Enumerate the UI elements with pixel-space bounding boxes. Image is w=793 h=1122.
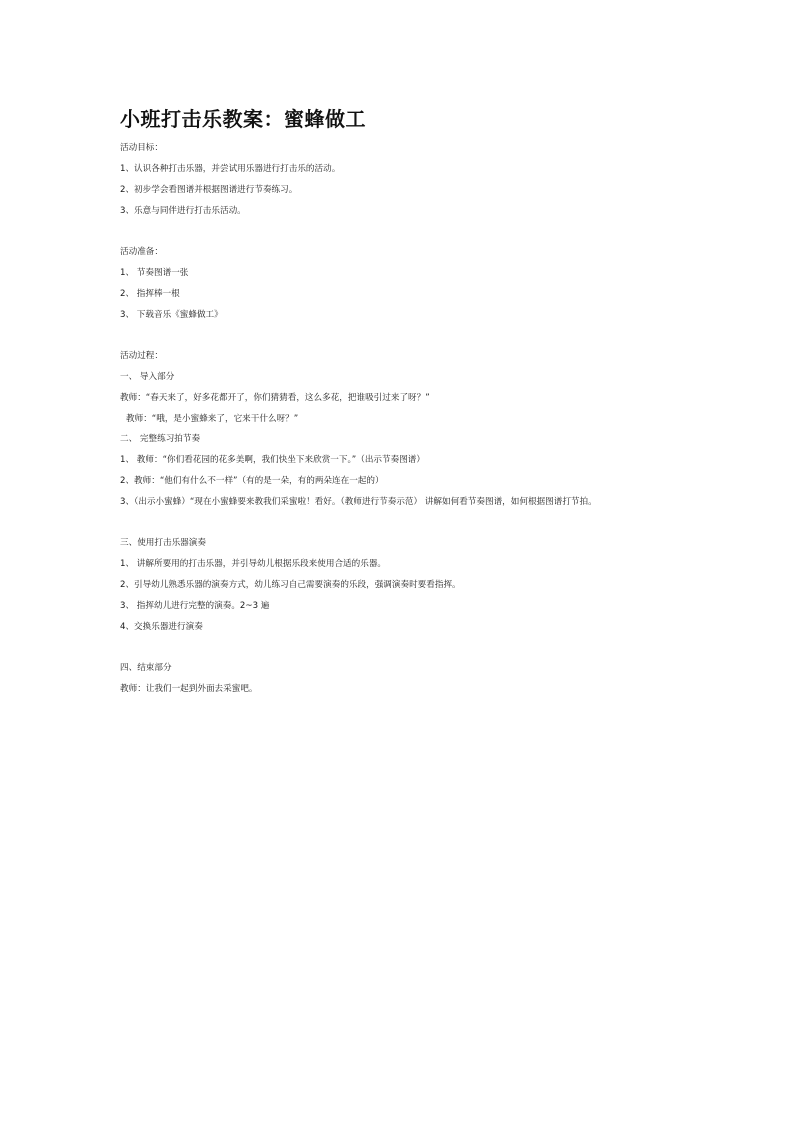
objective-item: 1、认识各种打击乐器，并尝试用乐器进行打击乐的活动。 — [120, 164, 341, 174]
process-part-heading: 三、使用打击乐器演奏 — [120, 538, 206, 548]
process-part-heading: 一、 导入部分 — [120, 372, 175, 382]
process-text-line: 3、（出示小蜜蜂）“现在小蜜蜂要来教我们采蜜啦！看好。（教师进行节奏示范） 讲解如何看节奏图谱，如何根据图谱打节拍。 — [120, 497, 597, 507]
preparation-item: 2、 指挥棒一根 — [120, 289, 180, 299]
process-text-line: 1、 讲解所要用的打击乐器，并引导幼儿根据乐段来使用合适的乐器。 — [120, 559, 387, 569]
process-text-line: 教师：“春天来了，好多花都开了，你们猜猜看，这么多花，把谁吸引过来了呀？” — [120, 393, 430, 403]
process-part-heading: 四、结束部分 — [120, 663, 172, 673]
process-text-line: 2、引导幼儿熟悉乐器的演奏方式，幼儿练习自己需要演奏的乐段，强调演奏时要看指挥。 — [120, 580, 461, 590]
section-heading-objectives: 活动目标： — [120, 143, 163, 153]
objective-item: 3、乐意与同伴进行打击乐活动。 — [120, 206, 246, 216]
process-text-line: 教师：“哦，是小蜜蜂来了，它来干什么呀？” — [126, 414, 299, 424]
document-title: 小班打击乐教案：蜜蜂做工 — [120, 107, 366, 131]
process-text-line: 1、 教师：“你们看花园的花多美啊，我们快坐下来欣赏一下。”（出示节奏图谱） — [120, 455, 425, 465]
process-text-line: 4、交换乐器进行演奏 — [120, 622, 203, 632]
process-text-line: 3、 指挥幼儿进行完整的演奏。2~3 遍 — [120, 601, 270, 611]
preparation-item: 3、 下载音乐《蜜蜂做工》 — [120, 310, 223, 320]
process-text-line: 2、教师：“他们有什么不一样”（有的是一朵，有的两朵连在一起的） — [120, 476, 384, 486]
process-part-heading: 二、 完整练习拍节奏 — [120, 434, 201, 444]
section-heading-process: 活动过程： — [120, 351, 163, 361]
process-text-line: 教师：让我们一起到外面去采蜜吧。 — [120, 684, 258, 694]
preparation-item: 1、 节奏图谱一张 — [120, 268, 189, 278]
section-heading-preparation: 活动准备： — [120, 247, 163, 257]
objective-item: 2、初步学会看图谱并根据图谱进行节奏练习。 — [120, 185, 298, 195]
